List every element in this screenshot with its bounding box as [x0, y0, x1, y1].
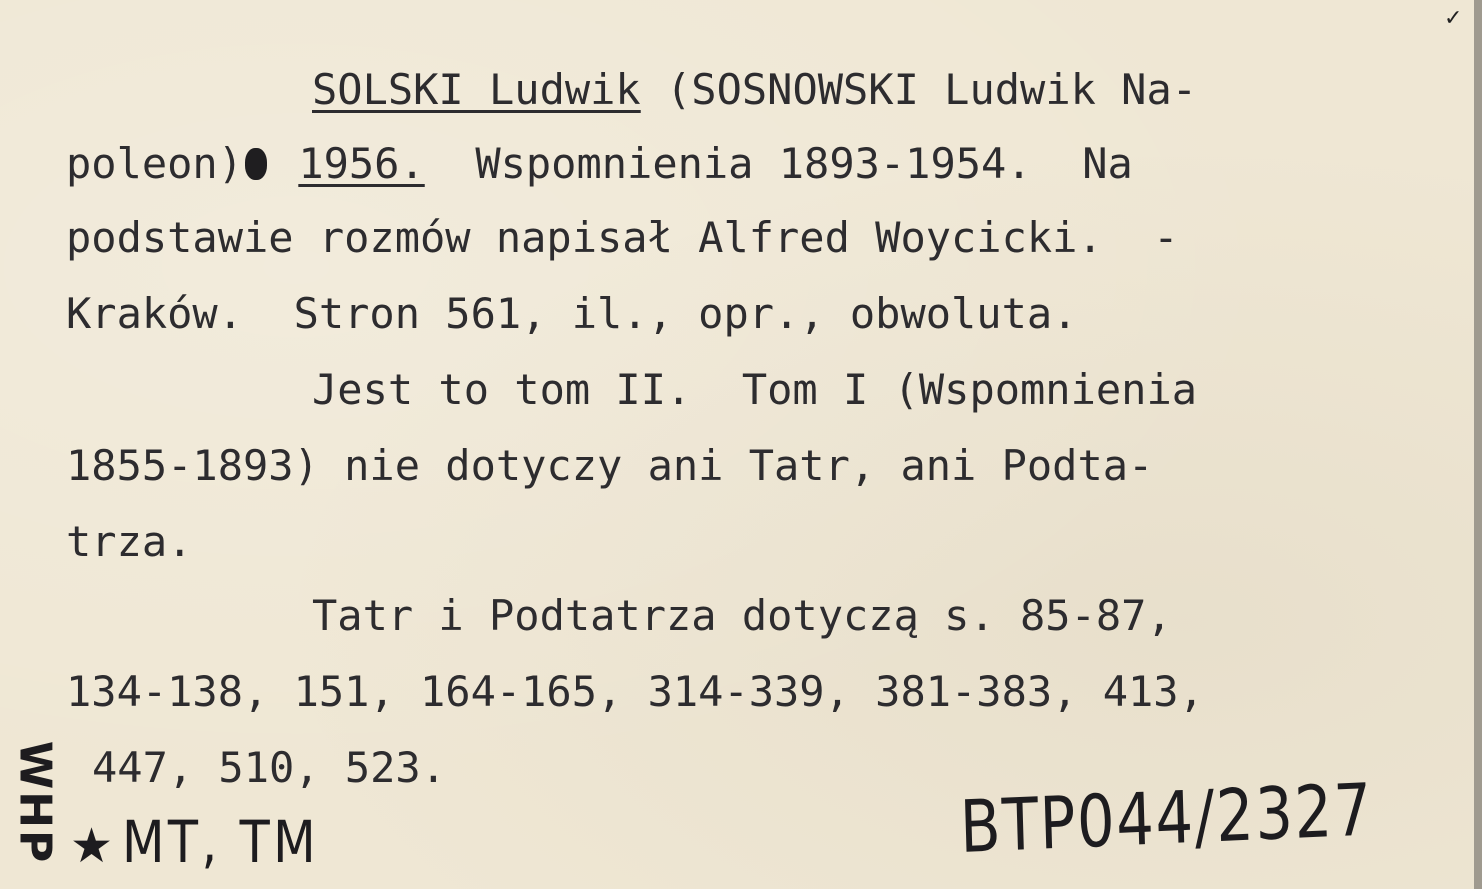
- publication-year: 1956.: [298, 139, 425, 188]
- text-line-1: [312, 66, 1197, 114]
- text-line-5: Jest to tom II. Tom I (Wspomnienia: [312, 365, 1198, 414]
- star-icon: ★: [70, 818, 114, 874]
- title-text: Wspomnienia 1893-1954. Na: [424, 139, 1133, 188]
- text-line-4: Kraków. Stron 561, il., opr., obwoluta.: [66, 289, 1078, 338]
- check-mark: ✓: [1444, 6, 1463, 31]
- text-line-6: 1855-1893) nie dotyczy ani Tatr, ani Podta-: [66, 441, 1154, 490]
- call-number: BTP044/2327: [958, 767, 1374, 869]
- text-line-9: 134-138, 151, 164-165, 314-339, 381-383, 413,: [66, 667, 1204, 716]
- alias-end: poleon): [66, 139, 244, 188]
- text-line-8: Tatr i Podtatrza dotyczą s. 85-87,: [312, 591, 1172, 640]
- text-line-10: 447, 510, 523.: [92, 743, 447, 792]
- text-line-7: trza.: [66, 517, 193, 566]
- author-alias: (SOSNOWSKI Ludwik Na-: [640, 65, 1198, 114]
- handwritten-codes: MT, TM: [122, 808, 320, 876]
- text-line-2: [66, 140, 1133, 188]
- card-edge: [1474, 0, 1482, 889]
- handwritten-signature: WHP: [9, 740, 61, 865]
- author-name: SOLSKI Ludwik: [312, 65, 641, 114]
- text-line-3: podstawie rozmów napisał Alfred Woycicki. -: [66, 213, 1179, 262]
- ink-blot: [245, 148, 267, 180]
